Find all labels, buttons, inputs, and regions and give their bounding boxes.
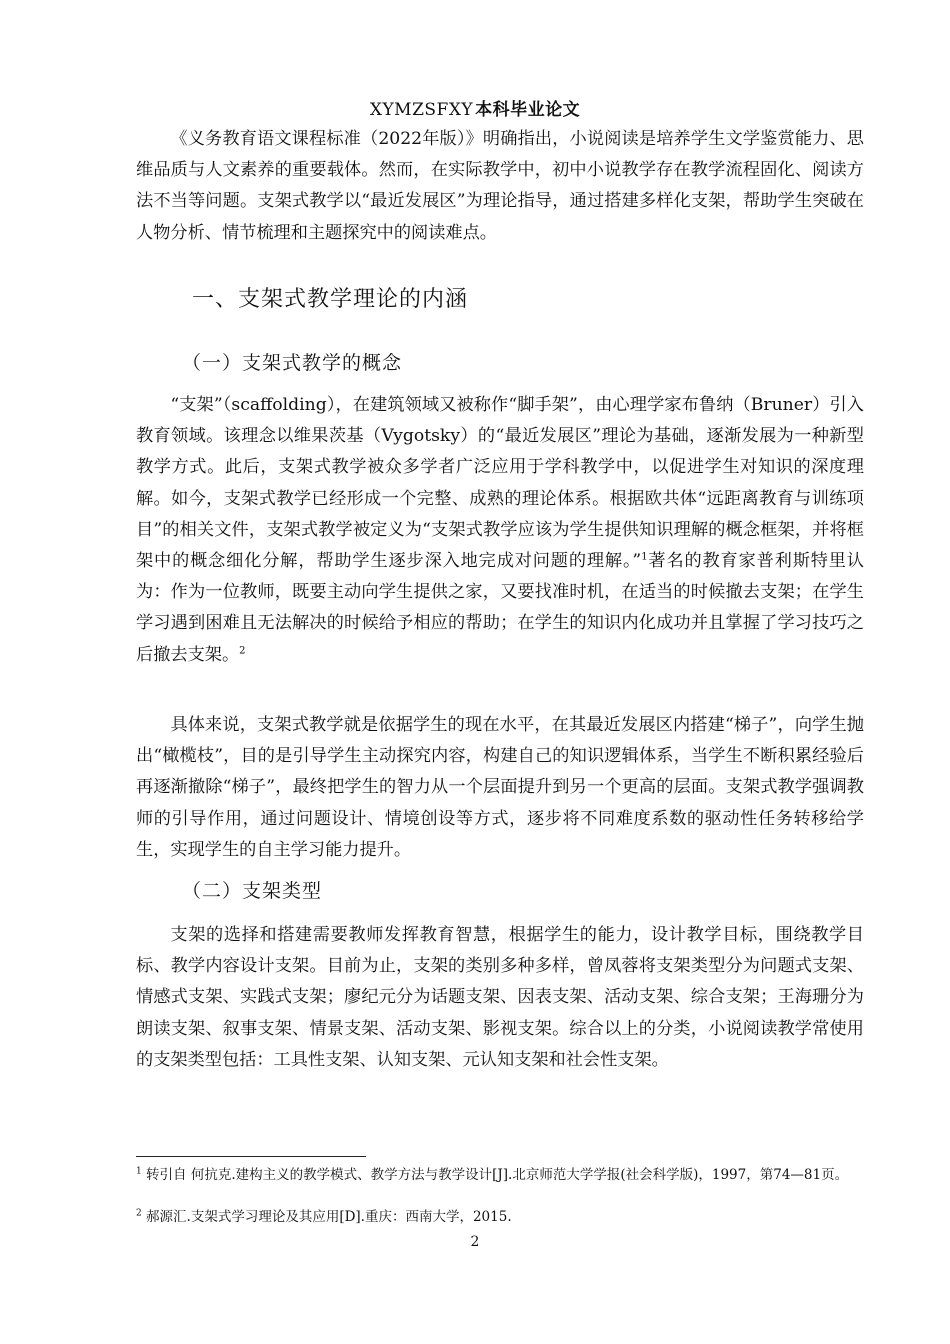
footnote-1-text: 转引自 何抗克.建构主义的教学模式、教学方法与教学设计[J].北京师范大学学报(社会科学版)，1997，第74—81页。 [146, 1167, 849, 1183]
concept-text-part2: 著名的教育家普利斯特里认为：作为一位教师，既要主动向学生提供之家，又要找准时机，在适当的时候撤去支架；在学生学习遇到困难且无法解决的时候给予相应的帮助；在学生的知识内化成功并且掌握了学习技巧之后撤去支架。 [136, 551, 864, 665]
concept-paragraph [136, 390, 864, 671]
types-paragraph: 支架的选择和搭建需要教师发挥教育智慧，根据学生的能力，设计教学目标，围绕教学目标、教学内容设计支架。目前为止，支架的类别多种多样，曾凤蓉将支架类型分为问题式支架、情感式支架、实践式支架；廖纪元分为话题支架、因表支架、活动支架、综合支架；王海珊分为朗读支架、叙事支架、情景支架、活动支架、影视支架。综合以上的分类，小说阅读教学常使用的支架类型包括：工具性支架、认知支架、元认知支架和社会性支架。 [136, 925, 864, 1070]
running-header [0, 95, 950, 120]
page-number: 2 [470, 1234, 480, 1250]
footnote-separator [136, 1156, 366, 1157]
footnote-1-number: 1 [136, 1166, 142, 1177]
footnote-ref-2[interactable]: 2 [239, 644, 246, 656]
footnote-ref-1[interactable]: 1 [641, 551, 648, 563]
header-code: XYMZSFXY [369, 100, 474, 120]
intro-paragraph: 《义务教育语文课程标准（2022年版）》明确指出，小说阅读是培养学生文学鉴赏能力、思维品质与人文素养的重要载体。然而，在实际教学中，初中小说教学存在教学流程固化、阅读方法不当等问题。支架式教学以“最近发展区”为理论指导，通过搭建多样化支架，帮助学生突破在人物分析、情节梳理和主题探究中的阅读难点。 [136, 129, 864, 243]
footnote-2-text: 郝源汇.支架式学习理论及其应用[D].重庆：西南大学，2015. [146, 1209, 512, 1225]
section-heading: 一、支架式教学理论的内涵 [192, 287, 469, 312]
concept-text-part1: “支架”（scaffolding），在建筑领域又被称作“脚手架”，由心理学家布鲁纳（Bruner）引入教育领域。该理念以维果茨基（Vygotsky）的“最近发展区”理论为基础，逐渐发展为一种新型教学方式。此后，支架式教学被众多学者广泛应用于学科教学中，以促进学生对知识的深度理解。如今，支架式教学已经形成一个完整、成熟的理论体系。根据欧共体“远距离教育与训练项目”的相关文件，支架式教学被定义为“支架式教学应该为学生提供知识理解的概念框架，并将框架中的概念细化分解，帮助学生逐步深入地完成对问题的理解。” [136, 395, 864, 572]
subsection-heading-types: （二）支架类型 [182, 880, 323, 902]
footnote-1 [136, 1166, 866, 1185]
footnote-2 [136, 1208, 866, 1227]
footnote-2-number: 2 [136, 1208, 142, 1219]
header-title: 本科毕业论文 [475, 100, 581, 120]
concept-detail-paragraph: 具体来说，支架式教学就是依据学生的现在水平，在其最近发展区内搭建“梯子”，向学生抛出“橄榄枝”，目的是引导学生主动探究内容，构建自己的知识逻辑体系，当学生不断积累经验后再逐渐撤除“梯子”，最终把学生的智力从一个层面提升到另一个更高的层面。支架式教学强调教师的引导作用，通过问题设计、情境创设等方式，逐步将不同难度系数的驱动性任务转移给学生，实现学生的自主学习能力提升。 [136, 715, 864, 860]
subsection-heading-concept: （一）支架式教学的概念 [182, 352, 403, 374]
